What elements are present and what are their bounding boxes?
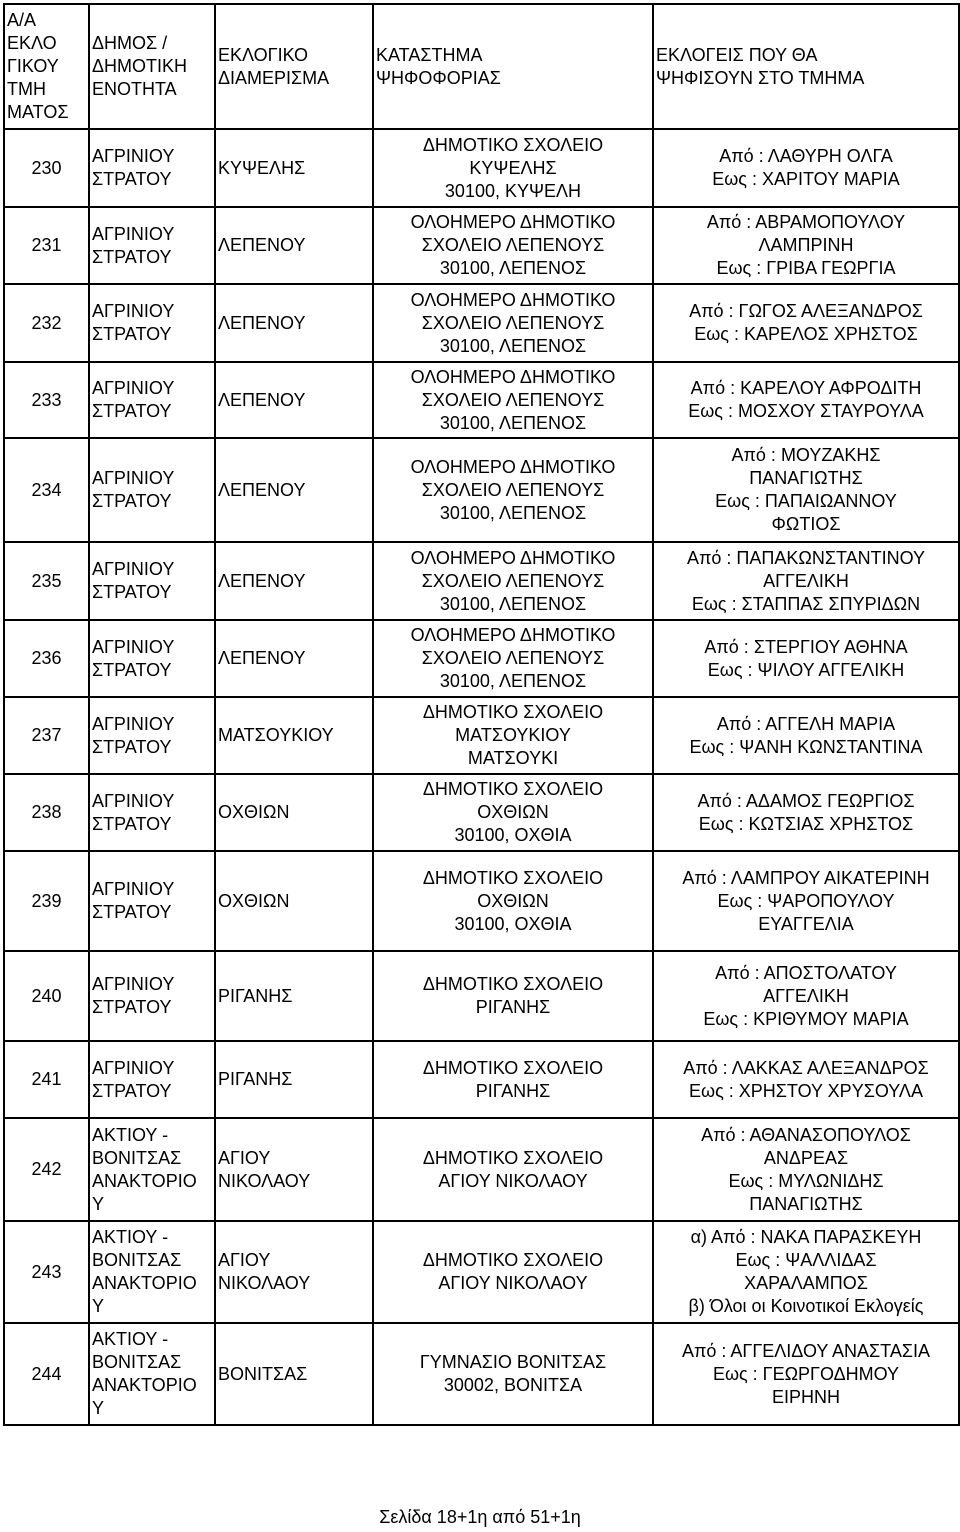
cell-voters-range: α) Από : ΝΑΚΑ ΠΑΡΑΣΚΕΥΗ Εως : ΨΑΛΛΙΔΑΣ ΧΑΡΑΛΑΜΠΟΣ β) Όλοι οι Κοινοτικοί Εκλογείς	[653, 1221, 959, 1323]
cell-polling-station: ΓΥΜΝΑΣΙΟ ΒΟΝΙΤΣΑΣ 30002, ΒΟΝΙΤΣΑ	[373, 1323, 653, 1425]
cell-voters-range: Από : ΑΠΟΣΤΟΛΑΤΟΥ ΑΓΓΕΛΙΚΗ Εως : ΚΡΙΘΥΜΟΥ ΜΑΡΙΑ	[653, 951, 959, 1041]
cell-electoral-district: ΑΓΙΟΥ ΝΙΚΟΛΑΟΥ	[215, 1118, 373, 1221]
cell-voters-range: Από : ΛΑΚΚΑΣ ΑΛΕΞΑΝΔΡΟΣ Εως : ΧΡΗΣΤΟΥ ΧΡΥΣΟΥΛΑ	[653, 1041, 959, 1118]
header-polling-station: ΚΑΤΑΣΤΗΜΑ ΨΗΦΟΦΟΡΙΑΣ	[373, 4, 653, 129]
table-row	[4, 620, 959, 697]
table-row	[4, 207, 959, 284]
cell-municipality: ΑΚΤΙΟΥ - ΒΟΝΙΤΣΑΣ ΑΝΑΚΤΟΡΙΟ Υ	[89, 1323, 215, 1425]
cell-voters-range: Από : ΑΓΓΕΛΙΔΟΥ ΑΝΑΣΤΑΣΙΑ Εως : ΓΕΩΡΓΟΔΗΜΟΥ ΕΙΡΗΝΗ	[653, 1323, 959, 1425]
cell-electoral-district: ΛΕΠΕΝΟΥ	[215, 284, 373, 362]
cell-municipality: ΑΓΡΙΝΙΟΥ ΣΤΡΑΤΟΥ	[89, 951, 215, 1041]
cell-polling-station: ΔΗΜΟΤΙΚΟ ΣΧΟΛΕΙΟ ΡΙΓΑΝΗΣ	[373, 951, 653, 1041]
cell-voters-range: Από : ΛΑΘΥΡΗ ΟΛΓΑ Εως : ΧΑΡΙΤΟΥ ΜΑΡΙΑ	[653, 129, 959, 207]
cell-section-number: 241	[4, 1041, 89, 1118]
table-body	[4, 129, 959, 1425]
cell-municipality: ΑΓΡΙΝΙΟΥ ΣΤΡΑΤΟΥ	[89, 851, 215, 951]
cell-electoral-district: ΟΧΘΙΩΝ	[215, 851, 373, 951]
cell-municipality: ΑΓΡΙΝΙΟΥ ΣΤΡΑΤΟΥ	[89, 362, 215, 438]
cell-polling-station: ΔΗΜΟΤΙΚΟ ΣΧΟΛΕΙΟ ΑΓΙΟΥ ΝΙΚΟΛΑΟΥ	[373, 1118, 653, 1221]
cell-polling-station: ΔΗΜΟΤΙΚΟ ΣΧΟΛΕΙΟ ΟΧΘΙΩΝ 30100, ΟΧΘΙΑ	[373, 774, 653, 851]
cell-electoral-district: ΛΕΠΕΝΟΥ	[215, 207, 373, 284]
cell-polling-station: ΔΗΜΟΤΙΚΟ ΣΧΟΛΕΙΟ ΑΓΙΟΥ ΝΙΚΟΛΑΟΥ	[373, 1221, 653, 1323]
cell-section-number: 239	[4, 851, 89, 951]
cell-electoral-district: ΛΕΠΕΝΟΥ	[215, 362, 373, 438]
header-electoral-district: ΕΚΛΟΓΙΚΟ ΔΙΑΜΕΡΙΣΜΑ	[215, 4, 373, 129]
table-row	[4, 1041, 959, 1118]
cell-section-number: 240	[4, 951, 89, 1041]
cell-voters-range: Από : ΣΤΕΡΓΙΟΥ ΑΘΗΝΑ Εως : ΨΙΛΟΥ ΑΓΓΕΛΙΚΗ	[653, 620, 959, 697]
cell-municipality: ΑΓΡΙΝΙΟΥ ΣΤΡΑΤΟΥ	[89, 129, 215, 207]
polling-stations-table	[3, 3, 960, 1426]
cell-municipality: ΑΓΡΙΝΙΟΥ ΣΤΡΑΤΟΥ	[89, 620, 215, 697]
cell-section-number: 231	[4, 207, 89, 284]
cell-voters-range: Από : ΑΒΡΑΜΟΠΟΥΛΟΥ ΛΑΜΠΡΙΝΗ Εως : ΓΡΙΒΑ ΓΕΩΡΓΙΑ	[653, 207, 959, 284]
cell-municipality: ΑΚΤΙΟΥ - ΒΟΝΙΤΣΑΣ ΑΝΑΚΤΟΡΙΟ Υ	[89, 1221, 215, 1323]
header-municipality: ΔΗΜΟΣ / ΔΗΜΟΤΙΚΗ ΕΝΟΤΗΤΑ	[89, 4, 215, 129]
header-row	[4, 4, 959, 129]
cell-polling-station: ΔΗΜΟΤΙΚΟ ΣΧΟΛΕΙΟ ΡΙΓΑΝΗΣ	[373, 1041, 653, 1118]
cell-voters-range: Από : ΚΑΡΕΛΟΥ ΑΦΡΟΔΙΤΗ Εως : ΜΟΣΧΟΥ ΣΤΑΥΡΟΥΛΑ	[653, 362, 959, 438]
cell-electoral-district: ΛΕΠΕΝΟΥ	[215, 438, 373, 542]
table-row	[4, 951, 959, 1041]
cell-section-number: 233	[4, 362, 89, 438]
table-row	[4, 438, 959, 542]
cell-municipality: ΑΓΡΙΝΙΟΥ ΣΤΡΑΤΟΥ	[89, 1041, 215, 1118]
cell-voters-range: Από : ΑΓΓΕΛΗ ΜΑΡΙΑ Εως : ΨΑΝΗ ΚΩΝΣΤΑΝΤΙΝΑ	[653, 697, 959, 774]
cell-section-number: 243	[4, 1221, 89, 1323]
cell-electoral-district: ΟΧΘΙΩΝ	[215, 774, 373, 851]
cell-municipality: ΑΓΡΙΝΙΟΥ ΣΤΡΑΤΟΥ	[89, 774, 215, 851]
cell-voters-range: Από : ΠΑΠΑΚΩΝΣΤΑΝΤΙΝΟΥ ΑΓΓΕΛΙΚΗ Εως : ΣΤΑΠΠΑΣ ΣΠΥΡΙΔΩΝ	[653, 542, 959, 620]
cell-voters-range: Από : ΓΩΓΟΣ ΑΛΕΞΑΝΔΡΟΣ Εως : ΚΑΡΕΛΟΣ ΧΡΗΣΤΟΣ	[653, 284, 959, 362]
table-row	[4, 129, 959, 207]
cell-municipality: ΑΓΡΙΝΙΟΥ ΣΤΡΑΤΟΥ	[89, 284, 215, 362]
cell-municipality: ΑΓΡΙΝΙΟΥ ΣΤΡΑΤΟΥ	[89, 697, 215, 774]
cell-voters-range: Από : ΛΑΜΠΡΟΥ ΑΙΚΑΤΕΡΙΝΗ Εως : ΨΑΡΟΠΟΥΛΟΥ ΕΥΑΓΓΕΛΙΑ	[653, 851, 959, 951]
cell-electoral-district: ΡΙΓΑΝΗΣ	[215, 1041, 373, 1118]
cell-polling-station: ΟΛΟΗΜΕΡΟ ΔΗΜΟΤΙΚΟ ΣΧΟΛΕΙΟ ΛΕΠΕΝΟΥΣ 30100, ΛΕΠΕΝΟΣ	[373, 620, 653, 697]
cell-section-number: 235	[4, 542, 89, 620]
table-row	[4, 1221, 959, 1323]
cell-municipality: ΑΚΤΙΟΥ - ΒΟΝΙΤΣΑΣ ΑΝΑΚΤΟΡΙΟ Υ	[89, 1118, 215, 1221]
table-row	[4, 1323, 959, 1425]
cell-section-number: 238	[4, 774, 89, 851]
table-header	[4, 4, 959, 129]
cell-section-number: 230	[4, 129, 89, 207]
cell-electoral-district: ΚΥΨΕΛΗΣ	[215, 129, 373, 207]
cell-section-number: 242	[4, 1118, 89, 1221]
cell-section-number: 237	[4, 697, 89, 774]
table-row	[4, 284, 959, 362]
cell-electoral-district: ΑΓΙΟΥ ΝΙΚΟΛΑΟΥ	[215, 1221, 373, 1323]
header-section-number: Α/Α ΕΚΛΟ ΓΙΚΟΥ ΤΜΗ ΜΑΤΟΣ	[4, 4, 89, 129]
cell-electoral-district: ΜΑΤΣΟΥΚΙΟΥ	[215, 697, 373, 774]
table-row	[4, 774, 959, 851]
cell-voters-range: Από : ΜΟΥΖΑΚΗΣ ΠΑΝΑΓΙΩΤΗΣ Εως : ΠΑΠΑΙΩΑΝΝΟΥ ΦΩΤΙΟΣ	[653, 438, 959, 542]
cell-section-number: 244	[4, 1323, 89, 1425]
cell-polling-station: ΟΛΟΗΜΕΡΟ ΔΗΜΟΤΙΚΟ ΣΧΟΛΕΙΟ ΛΕΠΕΝΟΥΣ 30100, ΛΕΠΕΝΟΣ	[373, 438, 653, 542]
cell-polling-station: ΟΛΟΗΜΕΡΟ ΔΗΜΟΤΙΚΟ ΣΧΟΛΕΙΟ ΛΕΠΕΝΟΥΣ 30100, ΛΕΠΕΝΟΣ	[373, 362, 653, 438]
cell-polling-station: ΔΗΜΟΤΙΚΟ ΣΧΟΛΕΙΟ ΟΧΘΙΩΝ 30100, ΟΧΘΙΑ	[373, 851, 653, 951]
header-voters-range: ΕΚΛΟΓΕΙΣ ΠΟΥ ΘΑ ΨΗΦΙΣΟΥΝ ΣΤΟ ΤΜΗΜΑ	[653, 4, 959, 129]
cell-section-number: 232	[4, 284, 89, 362]
cell-electoral-district: ΛΕΠΕΝΟΥ	[215, 620, 373, 697]
page-footer: Σελίδα 18+1η από 51+1η	[379, 1507, 581, 1527]
cell-electoral-district: ΒΟΝΙΤΣΑΣ	[215, 1323, 373, 1425]
table-row	[4, 697, 959, 774]
cell-municipality: ΑΓΡΙΝΙΟΥ ΣΤΡΑΤΟΥ	[89, 207, 215, 284]
cell-voters-range: Από : ΑΘΑΝΑΣΟΠΟΥΛΟΣ ΑΝΔΡΕΑΣ Εως : ΜΥΛΩΝΙΔΗΣ ΠΑΝΑΓΙΩΤΗΣ	[653, 1118, 959, 1221]
cell-electoral-district: ΛΕΠΕΝΟΥ	[215, 542, 373, 620]
cell-polling-station: ΔΗΜΟΤΙΚΟ ΣΧΟΛΕΙΟ ΜΑΤΣΟΥΚΙΟΥ ΜΑΤΣΟΥΚΙ	[373, 697, 653, 774]
cell-polling-station: ΔΗΜΟΤΙΚΟ ΣΧΟΛΕΙΟ ΚΥΨΕΛΗΣ 30100, ΚΥΨΕΛΗ	[373, 129, 653, 207]
table-row	[4, 851, 959, 951]
cell-polling-station: ΟΛΟΗΜΕΡΟ ΔΗΜΟΤΙΚΟ ΣΧΟΛΕΙΟ ΛΕΠΕΝΟΥΣ 30100, ΛΕΠΕΝΟΣ	[373, 542, 653, 620]
cell-municipality: ΑΓΡΙΝΙΟΥ ΣΤΡΑΤΟΥ	[89, 438, 215, 542]
cell-section-number: 236	[4, 620, 89, 697]
table-row	[4, 362, 959, 438]
cell-polling-station: ΟΛΟΗΜΕΡΟ ΔΗΜΟΤΙΚΟ ΣΧΟΛΕΙΟ ΛΕΠΕΝΟΥΣ 30100, ΛΕΠΕΝΟΣ	[373, 284, 653, 362]
table-row	[4, 1118, 959, 1221]
cell-polling-station: ΟΛΟΗΜΕΡΟ ΔΗΜΟΤΙΚΟ ΣΧΟΛΕΙΟ ΛΕΠΕΝΟΥΣ 30100, ΛΕΠΕΝΟΣ	[373, 207, 653, 284]
cell-section-number: 234	[4, 438, 89, 542]
cell-electoral-district: ΡΙΓΑΝΗΣ	[215, 951, 373, 1041]
table-row	[4, 542, 959, 620]
cell-municipality: ΑΓΡΙΝΙΟΥ ΣΤΡΑΤΟΥ	[89, 542, 215, 620]
cell-voters-range: Από : ΑΔΑΜΟΣ ΓΕΩΡΓΙΟΣ Εως : ΚΩΤΣΙΑΣ ΧΡΗΣΤΟΣ	[653, 774, 959, 851]
